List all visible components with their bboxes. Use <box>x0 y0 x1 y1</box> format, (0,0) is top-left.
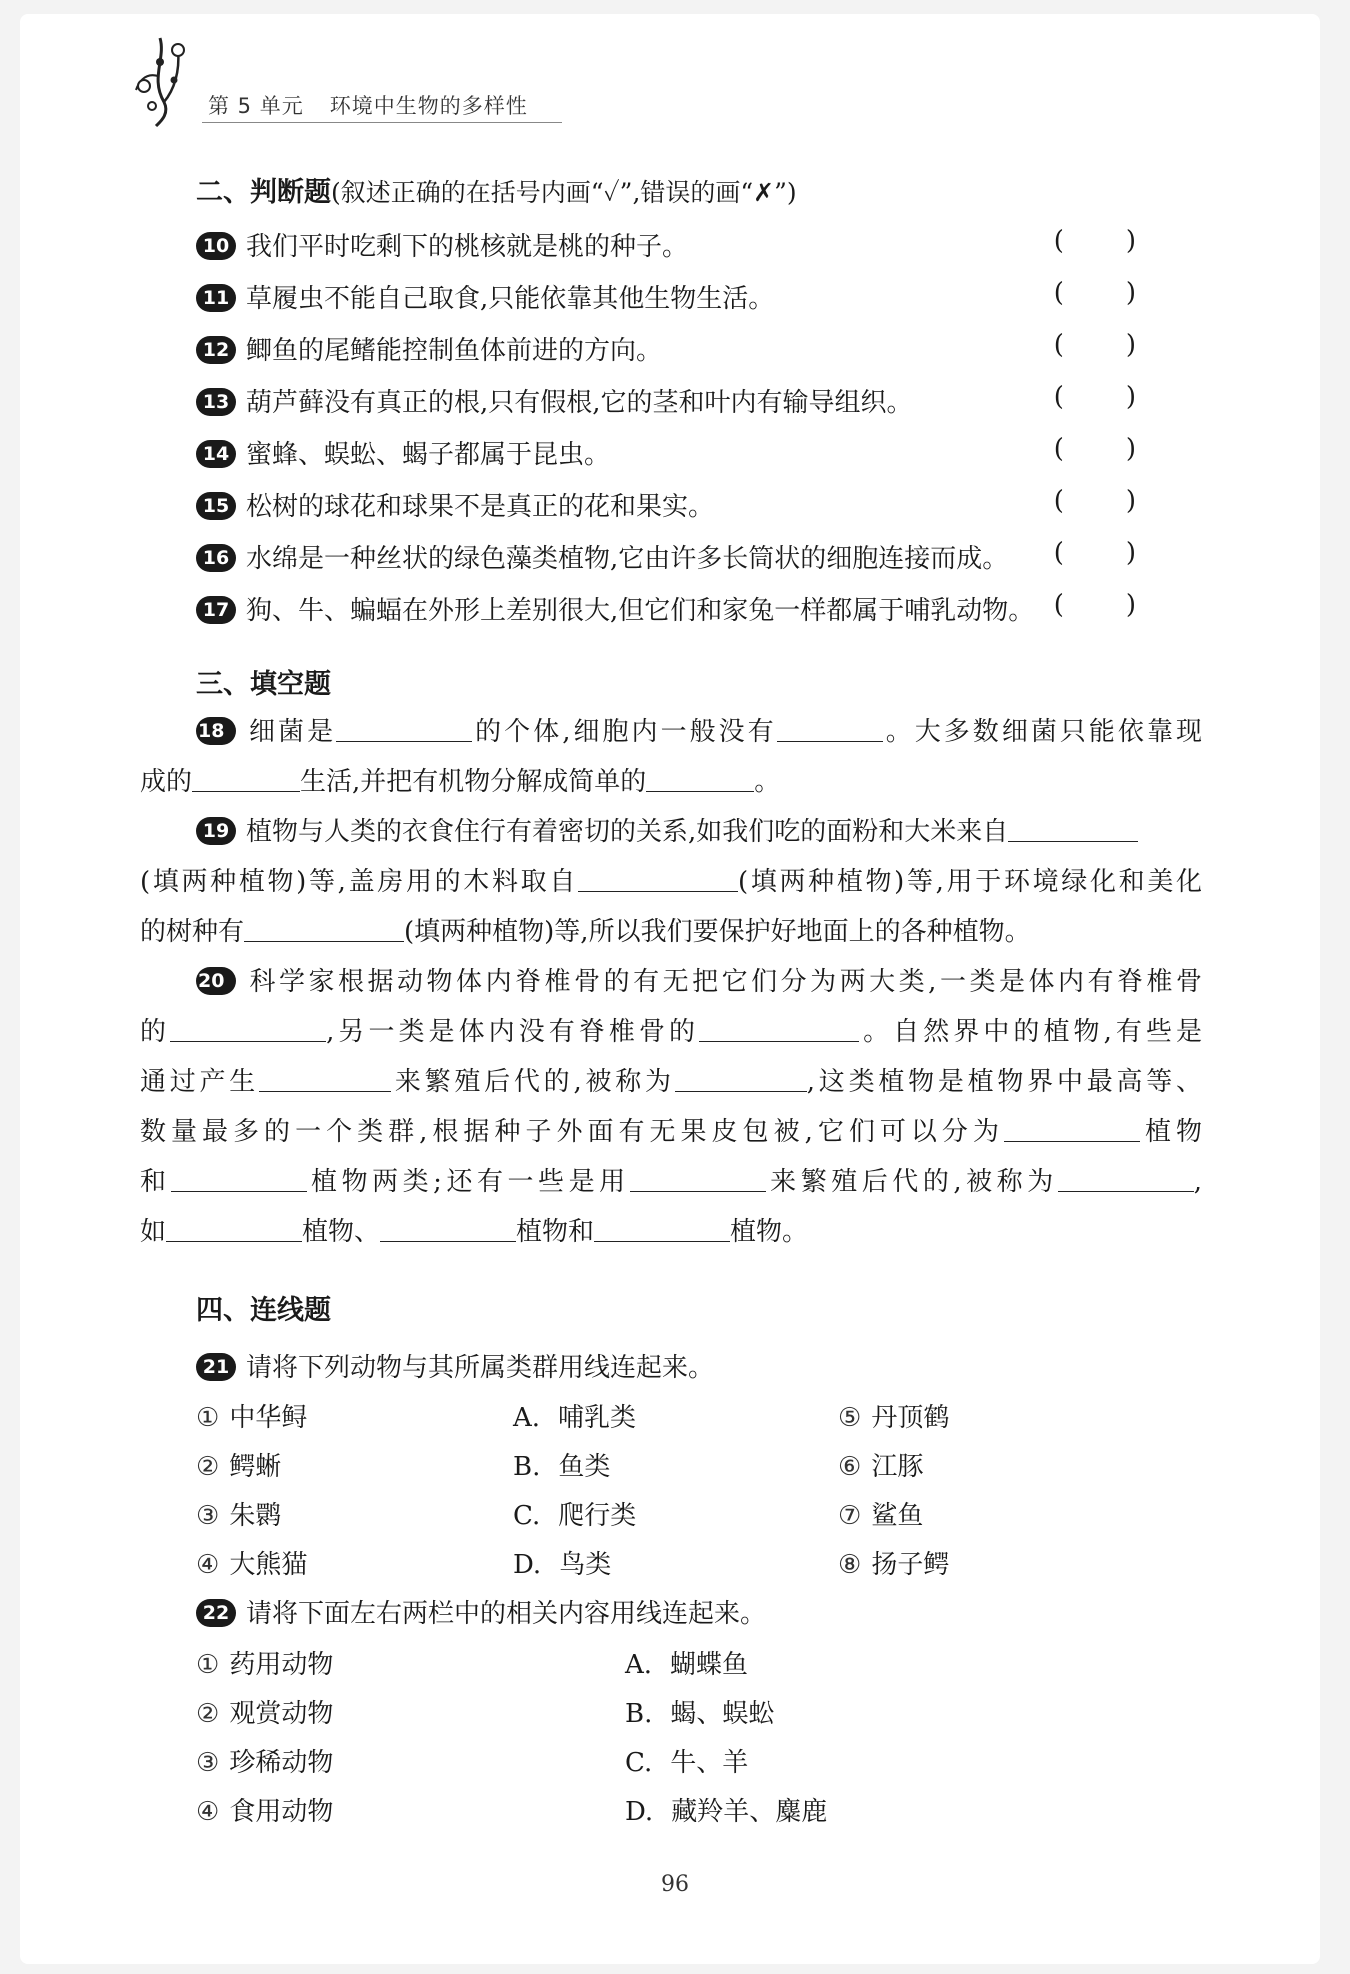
item-label: 珍稀动物 <box>229 1748 334 1778</box>
q20-line-3: 通过产生 来繁殖后代的,被称为 ,这类植物是植物界中最高等、 <box>140 1067 1203 1097</box>
q21-right-item[interactable] <box>838 1446 923 1483</box>
q21-left-item[interactable] <box>196 1446 281 1483</box>
q20-line-2: 的 ,另一类是体内没有脊椎骨的 。自然界中的植物,有些是 <box>140 1017 1202 1047</box>
item-label: 牛、羊 <box>670 1748 749 1778</box>
question-text: 水绵是一种丝状的绿色藻类植物,它由许多长筒状的细胞连接而成。 <box>246 544 1009 574</box>
answer-blank[interactable] <box>777 715 883 742</box>
item-marker: B. <box>513 1452 541 1482</box>
question-number: 19 <box>196 817 236 845</box>
question-19 <box>140 807 1202 957</box>
answer-blank[interactable] <box>699 1015 859 1042</box>
judgement-item <box>196 226 1200 266</box>
q21-right-item[interactable] <box>838 1397 949 1434</box>
judgement-item <box>196 382 1200 422</box>
section-title: 三、填空题 <box>196 669 331 700</box>
q21-left-item[interactable] <box>196 1544 307 1581</box>
item-label: 鱼类 <box>558 1452 611 1482</box>
question-text: 草履虫不能自己取食,只能依靠其他生物生活。 <box>246 284 775 314</box>
item-marker: ② <box>196 1699 220 1729</box>
q21-mid-item[interactable] <box>513 1544 611 1581</box>
question-number: 15 <box>196 492 236 520</box>
item-label: 中华鲟 <box>229 1403 308 1433</box>
item-label: 江豚 <box>871 1452 924 1482</box>
answer-blank[interactable] <box>171 1165 307 1192</box>
section-title: 二、判断题 <box>196 177 331 208</box>
item-marker: ② <box>196 1452 220 1482</box>
question-number: 18 <box>196 717 236 745</box>
q22-left-item[interactable] <box>196 1791 333 1828</box>
item-marker: ① <box>196 1650 220 1680</box>
answer-blank[interactable] <box>1008 815 1138 842</box>
question-text: 松树的球花和球果不是真正的花和果实。 <box>246 492 715 522</box>
item-label: 观赏动物 <box>229 1699 334 1729</box>
item-marker: C. <box>513 1501 541 1531</box>
answer-blank[interactable] <box>578 865 738 892</box>
item-marker: ④ <box>196 1797 220 1827</box>
item-label: 鸟类 <box>559 1550 612 1580</box>
answer-blank[interactable] <box>244 915 404 942</box>
judgement-item <box>196 330 1200 370</box>
q21-left-item[interactable] <box>196 1397 307 1434</box>
item-marker: B. <box>625 1699 653 1729</box>
q21-left-item[interactable] <box>196 1495 281 1532</box>
q22-left-item[interactable] <box>196 1742 333 1779</box>
item-label: 鳄蜥 <box>229 1452 282 1482</box>
question-21-stem: 21 请将下列动物与其所属类群用线连起来。 <box>196 1347 714 1384</box>
question-number: 16 <box>196 544 236 572</box>
q21-mid-item[interactable] <box>513 1495 636 1532</box>
item-marker: ⑥ <box>838 1452 862 1482</box>
item-label: 大熊猫 <box>229 1550 308 1580</box>
item-marker: ① <box>196 1403 220 1433</box>
q19-line-3: 的树种有 (填两种植物)等,所以我们要保护好地面上的各种植物。 <box>140 917 1031 947</box>
q19-line-2: (填两种植物)等,盖房用的木料取自 (填两种植物)等,用于环境绿化和美化 <box>140 867 1202 897</box>
answer-blank[interactable] <box>166 1215 302 1242</box>
q21-mid-item[interactable] <box>513 1397 636 1434</box>
answer-blank[interactable] <box>1058 1165 1194 1192</box>
answer-parentheses[interactable]: () <box>1053 330 1198 360</box>
item-label: 药用动物 <box>229 1650 334 1680</box>
q18-line-1: 18 细菌是 的个体,细胞内一般没有 。大多数细菌只能依靠现 <box>198 717 1202 747</box>
q22-right-item[interactable] <box>625 1791 827 1828</box>
answer-blank[interactable] <box>630 1165 766 1192</box>
answer-blank[interactable] <box>646 765 754 792</box>
item-marker: ⑦ <box>838 1501 862 1531</box>
q22-right-item[interactable] <box>625 1742 748 1779</box>
item-marker: D. <box>625 1797 654 1827</box>
q22-left-item[interactable] <box>196 1693 333 1730</box>
judgement-item <box>196 538 1200 578</box>
question-number: 10 <box>196 232 236 260</box>
answer-parentheses[interactable]: () <box>1053 382 1198 412</box>
question-number: 12 <box>196 336 236 364</box>
page-number: 96 <box>661 1872 689 1897</box>
question-text: 蜜蜂、蜈蚣、蝎子都属于昆虫。 <box>246 440 611 470</box>
question-number: 11 <box>196 284 236 312</box>
item-label: 蝎、蜈蚣 <box>670 1699 775 1729</box>
question-number: 22 <box>196 1599 236 1627</box>
item-marker: A. <box>625 1650 653 1680</box>
answer-parentheses[interactable]: () <box>1053 278 1198 308</box>
item-label: 爬行类 <box>558 1501 637 1531</box>
item-marker: ⑤ <box>838 1403 862 1433</box>
judgement-item <box>196 590 1200 630</box>
item-marker: A. <box>513 1403 541 1433</box>
item-label: 藏羚羊、麋鹿 <box>671 1797 828 1827</box>
answer-blank[interactable] <box>380 1215 516 1242</box>
item-label: 鲨鱼 <box>871 1501 924 1531</box>
item-label: 扬子鳄 <box>871 1550 950 1580</box>
question-20 <box>140 957 1202 1257</box>
item-label: 丹顶鹤 <box>871 1403 950 1433</box>
answer-parentheses[interactable]: () <box>1053 226 1198 256</box>
answer-blank[interactable] <box>336 715 472 742</box>
question-number: 13 <box>196 388 236 416</box>
item-label: 食用动物 <box>229 1797 334 1827</box>
question-number: 17 <box>196 596 236 624</box>
section-judgement <box>196 170 797 209</box>
question-text: 我们平时吃剩下的桃核就是桃的种子。 <box>246 232 689 262</box>
answer-parentheses[interactable]: () <box>1053 486 1198 516</box>
question-22-stem: 22 请将下面左右两栏中的相关内容用线连起来。 <box>196 1593 766 1630</box>
item-marker: ③ <box>196 1501 220 1531</box>
q18-line-2: 成的 生活,并把有机物分解成简单的 。 <box>140 767 781 797</box>
answer-blank[interactable] <box>594 1215 730 1242</box>
answer-blank[interactable] <box>1004 1115 1140 1142</box>
answer-parentheses[interactable]: () <box>1053 538 1198 568</box>
q20-line-5: 和 植物两类;还有一些是用 来繁殖后代的,被称为 , <box>140 1167 1202 1197</box>
question-18 <box>140 707 1202 807</box>
q22-right-item[interactable] <box>625 1693 774 1730</box>
answer-parentheses[interactable]: () <box>1053 590 1198 620</box>
question-text: 葫芦藓没有真正的根,只有假根,它的茎和叶内有输导组织。 <box>246 388 913 418</box>
item-label: 蝴蝶鱼 <box>670 1650 749 1680</box>
q20-line-4: 数量最多的一个类群,根据种子外面有无果皮包被,它们可以分为 植物 <box>140 1117 1202 1147</box>
q19-line-1: 19 植物与人类的衣食住行有着密切的关系,如我们吃的面粉和大米来自 <box>140 807 1202 857</box>
section-fill-blank <box>196 662 331 701</box>
header-divider <box>202 122 562 123</box>
header <box>130 28 550 128</box>
q20-line-1: 20 科学家根据动物体内脊椎骨的有无把它们分为两大类,一类是体内有脊椎骨 <box>198 967 1202 997</box>
question-number: 21 <box>196 1353 236 1381</box>
section-note: (叙述正确的在括号内画“✓”,错误的画“✗”) <box>331 178 797 207</box>
question-number: 20 <box>196 967 236 995</box>
item-marker: D. <box>513 1550 542 1580</box>
question-text: 狗、牛、蝙蝠在外形上差别很大,但它们和家兔一样都属于哺乳动物。 <box>246 596 1035 626</box>
section-title: 四、连线题 <box>196 1295 331 1326</box>
q22-left-item[interactable] <box>196 1644 333 1681</box>
unit-name: 环境中生物的多样性 <box>329 94 528 118</box>
answer-blank[interactable] <box>170 1015 326 1042</box>
q22-right-item[interactable] <box>625 1644 748 1681</box>
unit-number: 第 5 单元 <box>208 94 304 118</box>
q21-right-item[interactable] <box>838 1544 949 1581</box>
judgement-item <box>196 278 1200 318</box>
judgement-item <box>196 434 1200 474</box>
item-marker: ⑧ <box>838 1550 862 1580</box>
unit-title <box>208 90 528 120</box>
question-number: 14 <box>196 440 236 468</box>
answer-blank[interactable] <box>259 1065 391 1092</box>
plum-blossom-logo <box>130 28 220 128</box>
answer-blank[interactable] <box>192 765 300 792</box>
q20-line-6: 如 植物、 植物和 植物。 <box>140 1217 809 1247</box>
section-matching <box>196 1288 331 1327</box>
item-label: 哺乳类 <box>558 1403 637 1433</box>
item-marker: C. <box>625 1748 653 1778</box>
q21-mid-item[interactable] <box>513 1446 610 1483</box>
item-marker: ④ <box>196 1550 220 1580</box>
judgement-item <box>196 486 1200 526</box>
question-text: 鲫鱼的尾鳍能控制鱼体前进的方向。 <box>246 336 663 366</box>
answer-blank[interactable] <box>675 1065 807 1092</box>
item-marker: ③ <box>196 1748 220 1778</box>
q21-right-item[interactable] <box>838 1495 923 1532</box>
item-label: 朱鹮 <box>229 1501 282 1531</box>
answer-parentheses[interactable]: () <box>1053 434 1198 464</box>
